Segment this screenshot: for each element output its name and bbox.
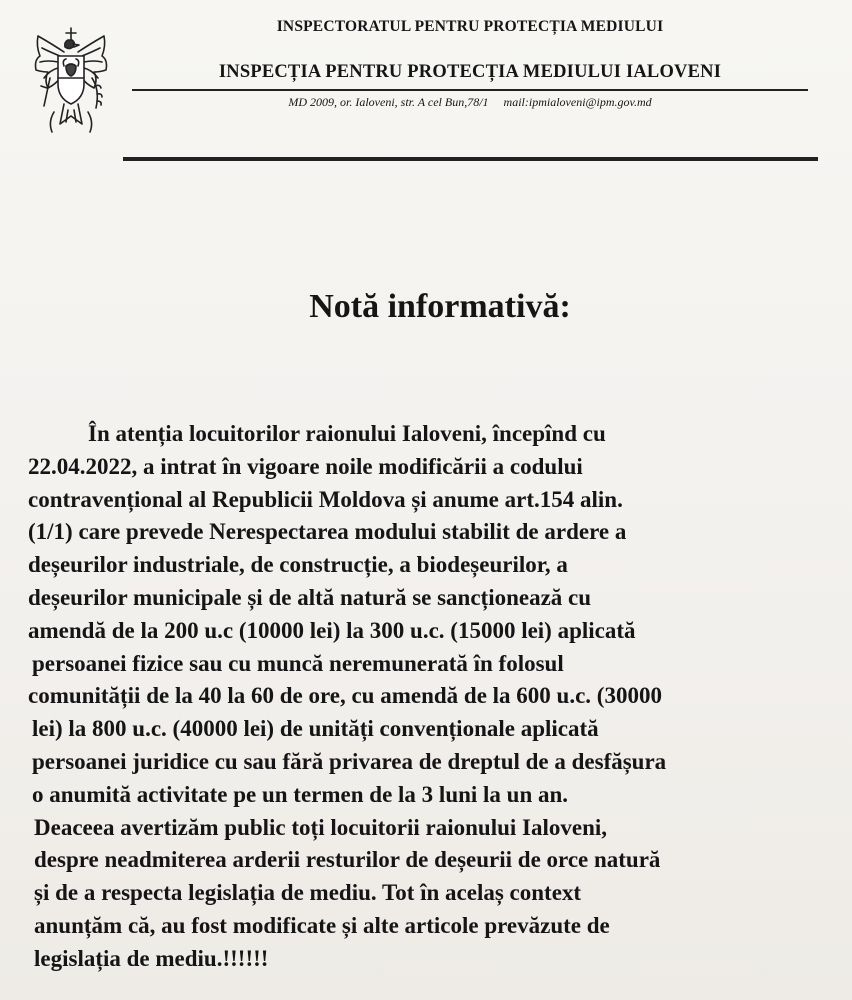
body-line: lei) la 800 u.c. (40000 lei) de unități convenționale aplicată (32, 716, 599, 742)
body-line: persoanei juridice cu sau fără privarea de dreptul de a desfășura (32, 748, 667, 774)
document-title: Notă informativă: (309, 288, 571, 325)
address-and-email: MD 2009, or. Ialoveni, str. A cel Bun,78/1 mail:ipmialoveni@ipm.gov.md (288, 95, 652, 109)
body-line: Deaceea avertizăm public toți locuitorii raionului Ialoveni, (34, 814, 608, 840)
inspection-office-name: INSPECȚIA PENTRU PROTECȚIA MEDIULUI IALOVENI (218, 62, 722, 82)
body-line: legislația de mediu.!!!!!! (34, 945, 269, 971)
body-line: persoanei fizice sau cu muncă neremunerată în folosul (32, 650, 564, 676)
body-line: contravențional al Republicii Moldova și anume art.154 alin. (28, 486, 623, 512)
body-line: anunțăm că, au fost modificate și alte articole prevăzute de (34, 912, 610, 938)
header-divider (132, 89, 808, 91)
body-line: 22.04.2022, a intrat în vigoare noile modificării a codului (28, 453, 583, 479)
moldova-coat-of-arms-icon (24, 26, 118, 136)
body-line: (1/1) care prevede Nerespectarea modului stabilit de ardere a (28, 519, 627, 545)
inspectorate-name: INSPECTORATUL PENTRU PROTECȚIA MEDIULUI (276, 18, 664, 35)
body-line: și de a respecta legislația de mediu. Tot în acelaș context (34, 880, 582, 906)
letterhead-divider (123, 157, 818, 161)
body-line: despre neadmiterea arderii resturilor de deșeurii de orce natură (34, 847, 661, 873)
notice-body (28, 418, 828, 976)
body-line: deșeurilor industriale, de construcție, a biodeșeurilor, a (28, 552, 568, 578)
body-line: amendă de la 200 u.c (10000 lei) la 300 u.c. (15000 lei) aplicată (28, 617, 636, 643)
body-line: deșeurilor municipale și de altă natură se sancționează cu (28, 584, 592, 610)
body-line: În atenția locuitorilor raionului Ialoveni, începînd cu (88, 421, 606, 446)
body-line: comunității de la 40 la 60 de ore, cu amendă de la 600 u.c. (30000 (28, 683, 662, 709)
body-line: o anumită activitate pe un termen de la 3 luni la un an. (32, 781, 569, 807)
